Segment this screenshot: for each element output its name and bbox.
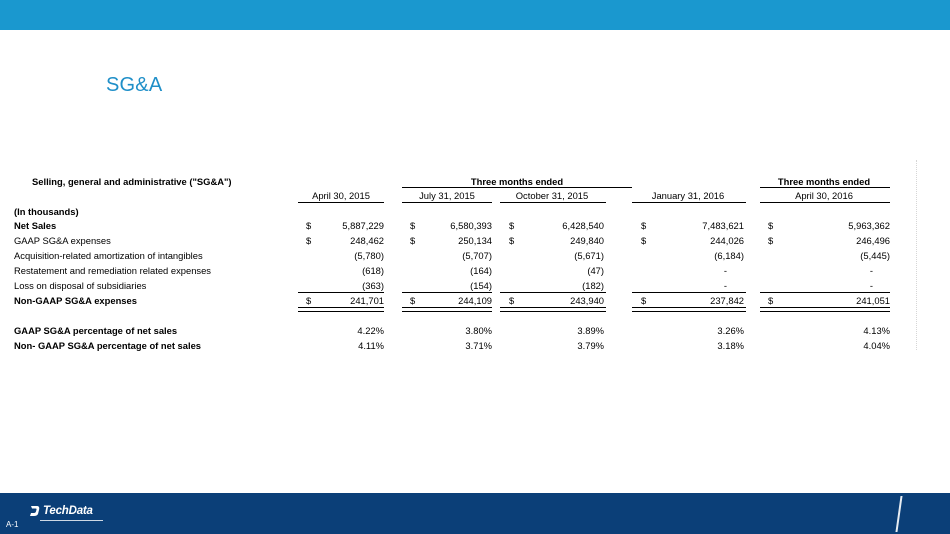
table-cell: 5,887,229 bbox=[342, 220, 384, 231]
row-label: Acquisition-related amortization of intangibles bbox=[14, 250, 203, 261]
group-underline-2 bbox=[760, 187, 890, 188]
table-cell: (182) bbox=[582, 280, 604, 291]
page-title: SG&A bbox=[106, 74, 163, 96]
units-note: (In thousands) bbox=[14, 206, 79, 217]
table-cell: - bbox=[723, 265, 727, 276]
row-label: Non-GAAP SG&A expenses bbox=[14, 295, 137, 306]
row-label: Non- GAAP SG&A percentage of net sales bbox=[14, 340, 202, 351]
column-header: April 30, 2016 bbox=[795, 190, 853, 201]
table-cell: 241,701 bbox=[350, 295, 384, 306]
currency-symbol: $ bbox=[509, 220, 515, 231]
table-cell: 3.79% bbox=[577, 340, 604, 351]
currency-symbol: $ bbox=[509, 295, 515, 306]
subtotal-line bbox=[298, 292, 384, 293]
total-double-line bbox=[402, 307, 492, 312]
logo-mark-icon bbox=[30, 505, 40, 517]
total-double-line bbox=[632, 307, 746, 312]
column-header: October 31, 2015 bbox=[515, 190, 589, 201]
currency-symbol: $ bbox=[509, 235, 515, 246]
group-underline-1 bbox=[402, 187, 632, 188]
table-cell: 4.04% bbox=[863, 340, 890, 351]
total-double-line bbox=[500, 307, 606, 312]
row-label: Net Sales bbox=[14, 220, 57, 231]
footer-bar bbox=[0, 493, 950, 534]
column-header: January 31, 2016 bbox=[651, 190, 725, 201]
row-label: Loss on disposal of subsidiaries bbox=[14, 280, 147, 291]
currency-symbol: $ bbox=[306, 235, 312, 246]
table-cell: (6,184) bbox=[714, 250, 744, 261]
table-cell: 237,842 bbox=[710, 295, 744, 306]
table-heading: Selling, general and administrative ("SG&A") bbox=[32, 176, 232, 187]
table-cell: (164) bbox=[470, 265, 492, 276]
table-cell: - bbox=[869, 280, 873, 291]
table-cell: 241,051 bbox=[856, 295, 890, 306]
table-cell: (5,707) bbox=[462, 250, 492, 261]
table-cell: 246,496 bbox=[856, 235, 890, 246]
currency-symbol: $ bbox=[306, 295, 312, 306]
total-double-line bbox=[298, 307, 384, 312]
logo-text: TechData bbox=[43, 505, 93, 517]
currency-symbol: $ bbox=[641, 235, 647, 246]
table-cell: 249,840 bbox=[570, 235, 604, 246]
currency-symbol: $ bbox=[768, 295, 774, 306]
subtotal-line bbox=[760, 292, 890, 293]
subtotal-line bbox=[500, 292, 606, 293]
table-cell: 7,483,621 bbox=[702, 220, 744, 231]
techdata-logo bbox=[30, 505, 93, 517]
table-cell: 243,940 bbox=[570, 295, 604, 306]
table-cell: 248,462 bbox=[350, 235, 384, 246]
table-cell: 4.13% bbox=[863, 325, 890, 336]
table-cell: (5,780) bbox=[354, 250, 384, 261]
row-label: GAAP SG&A percentage of net sales bbox=[14, 325, 178, 336]
table-cell: (47) bbox=[587, 265, 604, 276]
currency-symbol: $ bbox=[410, 220, 416, 231]
table-cell: 3.26% bbox=[717, 325, 744, 336]
table-cell: - bbox=[869, 265, 873, 276]
page-number: A-1 bbox=[6, 520, 19, 529]
table-cell: 244,026 bbox=[710, 235, 744, 246]
currency-symbol: $ bbox=[768, 220, 774, 231]
subtotal-line bbox=[632, 292, 746, 293]
row-label: GAAP SG&A expenses bbox=[14, 235, 111, 246]
table-cell: 5,963,362 bbox=[848, 220, 890, 231]
row-label: Restatement and remediation related expenses bbox=[14, 265, 211, 276]
table-cell: 3.80% bbox=[465, 325, 492, 336]
group-header-1: Three months ended bbox=[470, 176, 564, 187]
total-double-line bbox=[760, 307, 890, 312]
table-cell: 250,134 bbox=[458, 235, 492, 246]
table-cell: (363) bbox=[362, 280, 384, 291]
table-cell: 3.89% bbox=[577, 325, 604, 336]
currency-symbol: $ bbox=[641, 220, 647, 231]
column-underline bbox=[298, 202, 384, 203]
table-cell: 3.18% bbox=[717, 340, 744, 351]
table-cell: (5,445) bbox=[860, 250, 890, 261]
currency-symbol: $ bbox=[641, 295, 647, 306]
column-underline bbox=[402, 202, 492, 203]
currency-symbol: $ bbox=[410, 235, 416, 246]
column-underline bbox=[500, 202, 606, 203]
subtotal-line bbox=[402, 292, 492, 293]
group-header-2: Three months ended bbox=[777, 176, 871, 187]
table-cell: 6,428,540 bbox=[562, 220, 604, 231]
table-cell: (154) bbox=[470, 280, 492, 291]
currency-symbol: $ bbox=[306, 220, 312, 231]
table-cell: (5,671) bbox=[574, 250, 604, 261]
column-underline bbox=[760, 202, 890, 203]
currency-symbol: $ bbox=[410, 295, 416, 306]
column-underline bbox=[632, 202, 746, 203]
column-header: April 30, 2015 bbox=[312, 190, 370, 201]
table-cell: 4.22% bbox=[357, 325, 384, 336]
table-cell: - bbox=[723, 280, 727, 291]
table-cell: 6,580,393 bbox=[450, 220, 492, 231]
table-cell: 244,109 bbox=[458, 295, 492, 306]
currency-symbol: $ bbox=[768, 235, 774, 246]
table-cell: (618) bbox=[362, 265, 384, 276]
table-cell: 4.11% bbox=[358, 340, 384, 351]
column-header: July 31, 2015 bbox=[419, 190, 475, 201]
table-cell: 3.71% bbox=[465, 340, 492, 351]
logo-underline bbox=[40, 520, 103, 521]
